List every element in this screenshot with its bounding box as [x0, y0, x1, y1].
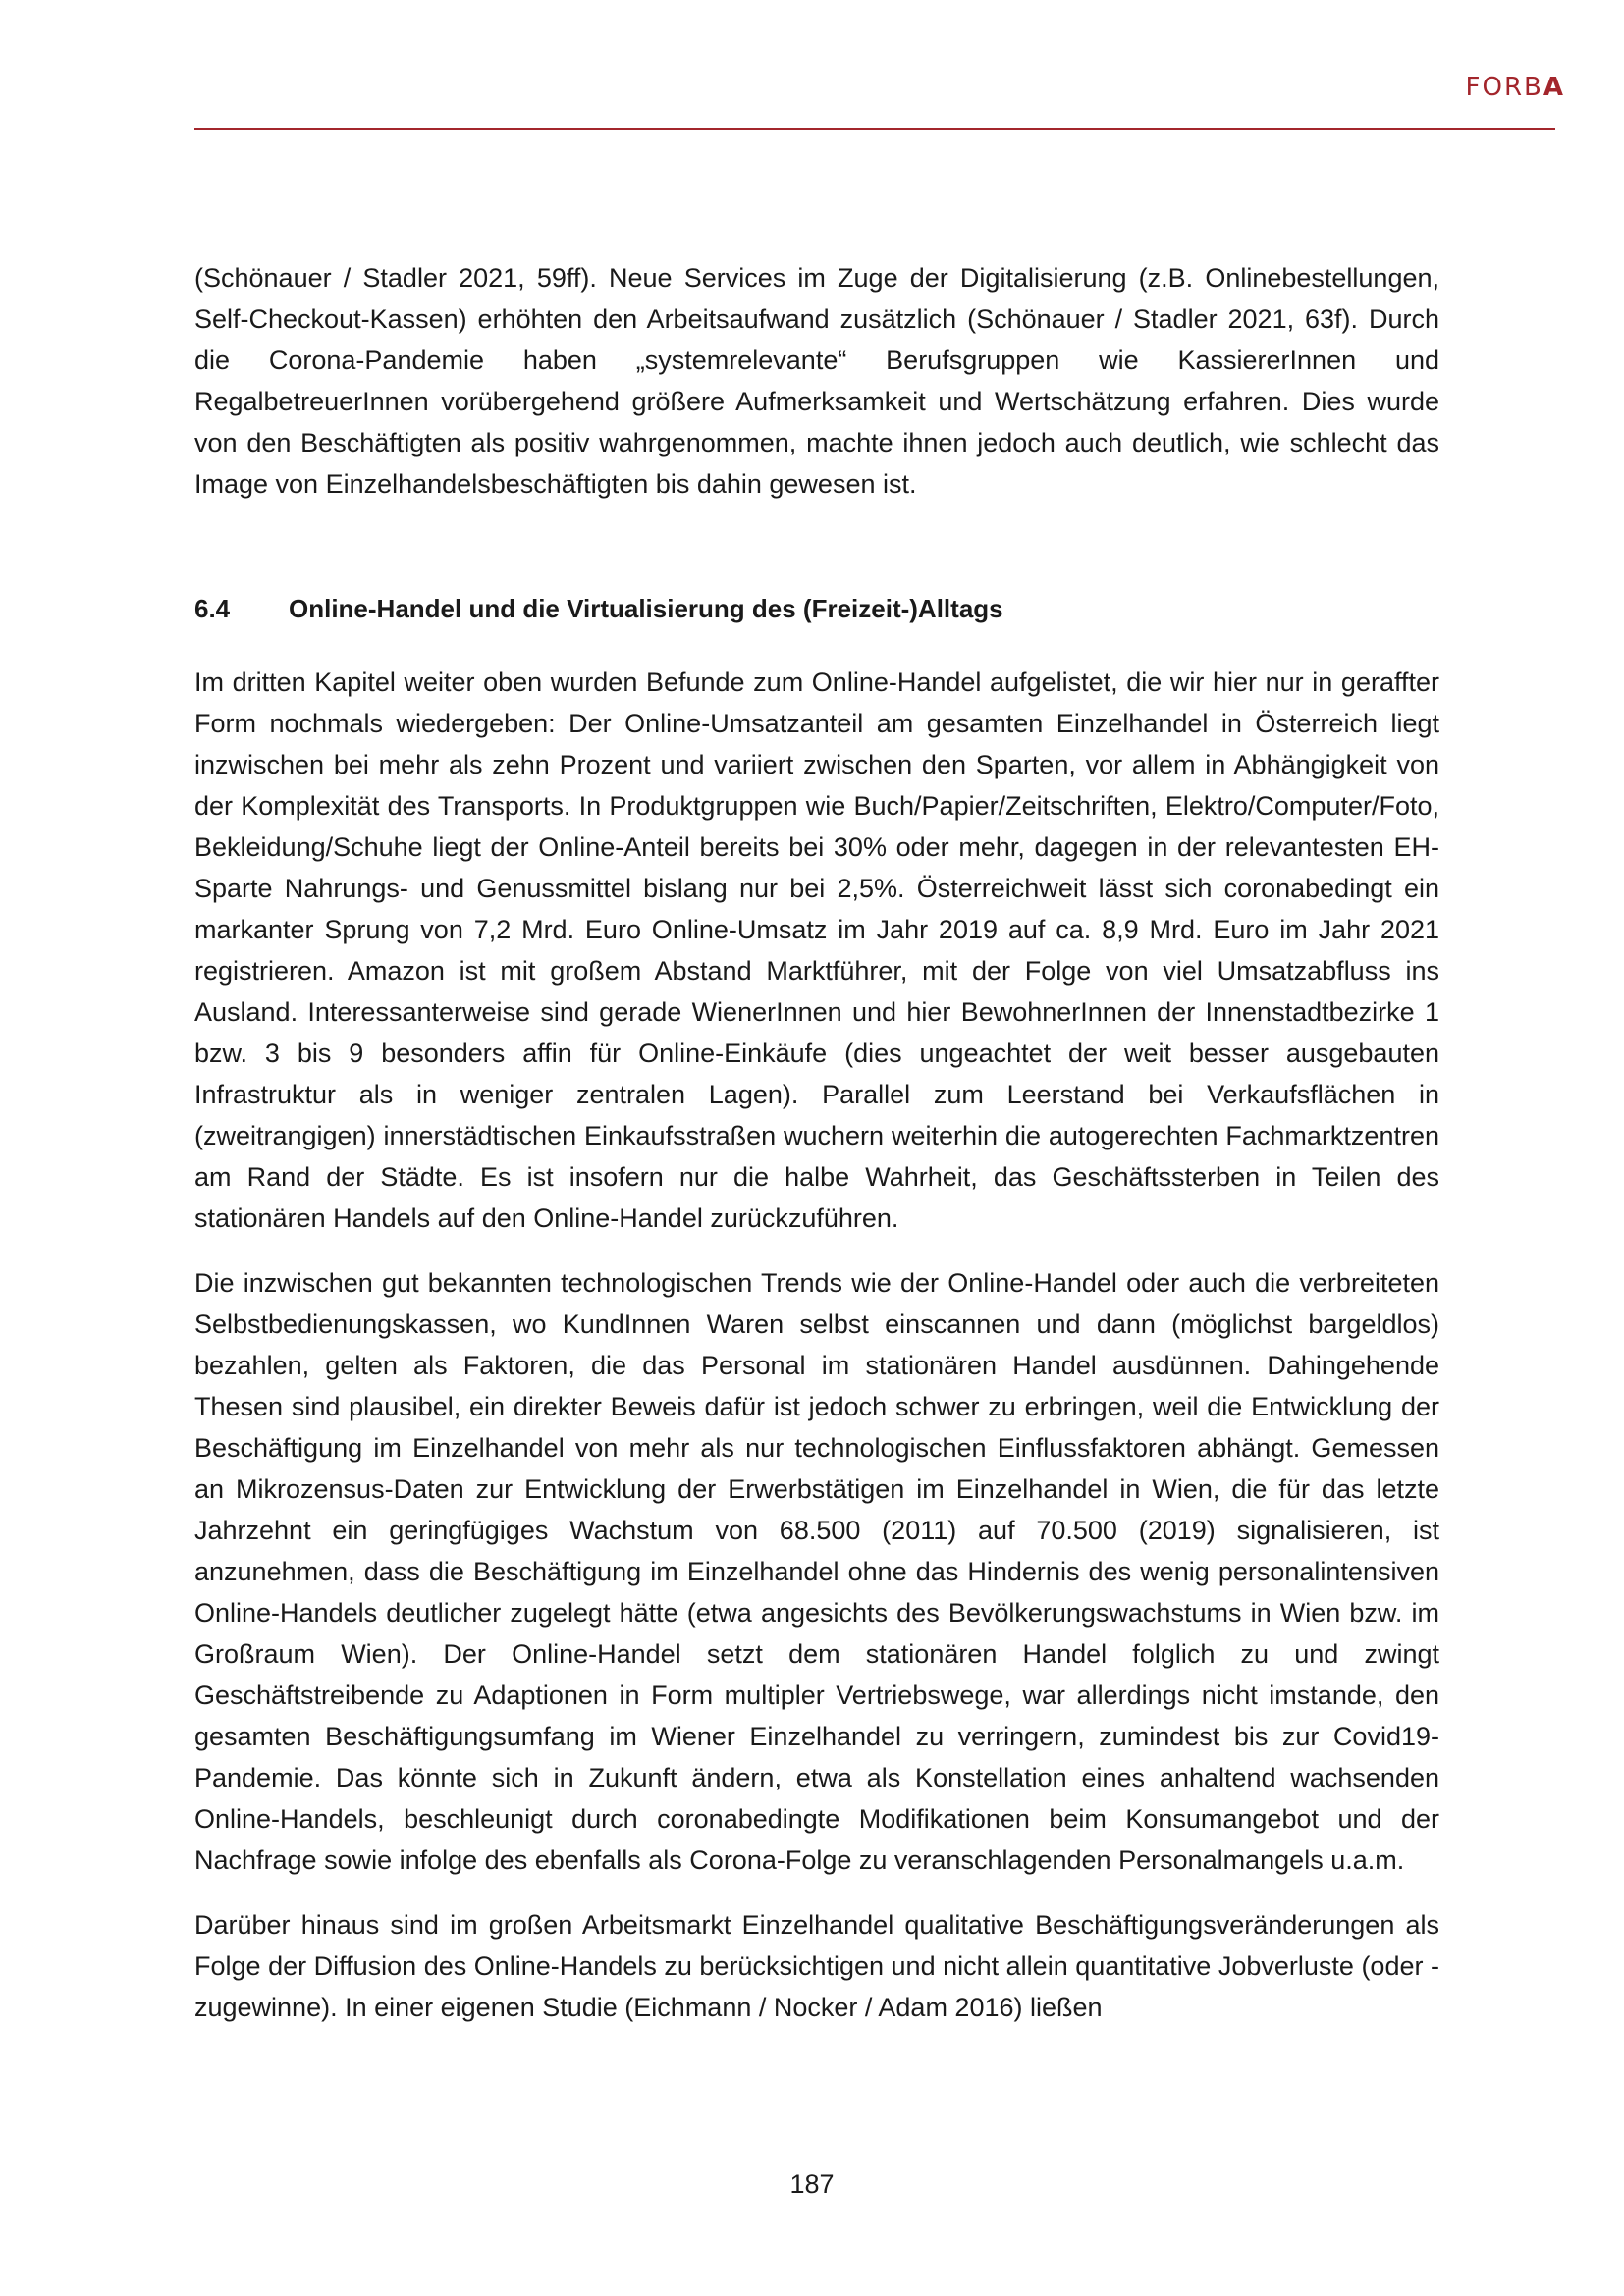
- brand-logo-suffix: A: [1543, 73, 1565, 102]
- paragraph-online-trade-findings: Im dritten Kapitel weiter oben wurden Befunde zum Online-Handel aufgelistet, die wir hier nur in geraffter Form nochmals wiedergeben: Der Online-Umsatzanteil am gesamten Einzelhandel in Österreich liegt inzwischen bei mehr als zehn Prozent und variiert zwischen den Sparten, vor allem in Abhängigkeit von der Komplexität des Transports. In Produktgruppen wie Buch/Papier/Zeitschriften, Elektro/Computer/Foto, Bekleidung/Schuhe liegt der Online-Anteil bereits bei 30% oder mehr, dagegen in der relevantesten EH-Sparte Nahrungs- und Genussmittel bislang nur bei 2,5%. Österreichweit lässt sich coronabedingt ein markanter Sprung von 7,2 Mrd. Euro Online-Umsatz im Jahr 2019 auf ca. 8,9 Mrd. Euro im Jahr 2021 registrieren. Amazon ist mit großem Abstand Marktführer, mit der Folge von viel Umsatzabfluss ins Ausland. Interessanterweise sind gerade WienerInnen und hier BewohnerInnen der Innenstadtbezirke 1 bzw. 3 bis 9 besonders affin für Online-Einkäufe (dies ungeachtet der weit besser ausgebauten Infrastruktur als in weniger zentralen Lagen). Parallel zum Leerstand bei Verkaufsflächen in (zweitrangigen) innerstädtischen Einkaufsstraßen wuchern weiterhin die autogerechten Fachmarktzentren am Rand der Städte. Es ist insofern nur die halbe Wahrheit, das Geschäftssterben in Teilen des stationären Handels auf den Online-Handel zurückzuführen.: [194, 667, 1439, 1233]
- section-title: Online-Handel und die Virtualisierung des (Freizeit-)Alltags: [289, 594, 1003, 623]
- brand-logo-prefix: FORB: [1465, 73, 1543, 102]
- page-body: [194, 257, 1439, 2052]
- page-number: 187: [789, 2169, 835, 2199]
- header-divider: [194, 128, 1555, 130]
- section-number: 6.4: [194, 594, 231, 623]
- section-heading: [194, 589, 1439, 628]
- brand-logo: [1466, 73, 1565, 102]
- paragraph-technology-trends: Die inzwischen gut bekannten technologischen Trends wie der Online-Handel oder auch die verbreiteten Selbstbedienungskassen, wo KundInnen Waren selbst einscannen und dann (möglichst bargeldlos) bezahlen, gelten als Faktoren, die das Personal im stationären Handel ausdünnen. Dahingehende Thesen sind plausibel, ein direkter Beweis dafür ist jedoch schwer zu erbringen, weil die Entwicklung der Beschäftigung im Einzelhandel von mehr als nur technologischen Einflussfaktoren abhängt. Gemessen an Mikrozensus-Daten zur Entwicklung der Erwerbstätigen im Einzelhandel in Wien, die für das letzte Jahrzehnt ein geringfügiges Wachstum von 68.500 (2011) auf 70.500 (2019) signalisieren, ist anzunehmen, dass die Beschäftigung im Einzelhandel ohne das Hindernis des wenig personalintensiven Online-Handels deutlicher zugelegt hätte (etwa angesichts des Bevölkerungswachstums in Wien bzw. im Großraum Wien). Der Online-Handel setzt dem stationären Handel folglich zu und zwingt Geschäftstreibende zu Adaptionen in Form multipler Vertriebswege, war allerdings nicht imstande, den gesamten Beschäftigungsumfang im Wiener Einzelhandel zu verringern, zumindest bis zur Covid19-Pandemie. Das könnte sich in Zukunft ändern, etwa als Konstellation eines anhaltend wachsenden Online-Handels, beschleunigt durch coronabedingte Modifikationen beim Konsumangebot und der Nachfrage sowie infolge des ebenfalls als Corona-Folge zu veranschlagenden Personalmangels u.a.m.: [194, 1268, 1439, 1875]
- paragraph-qualitative-changes: Darüber hinaus sind im großen Arbeitsmarkt Einzelhandel qualitative Beschäftigungsveränderungen als Folge der Diffusion des Online-Handels zu berücksichtigen und nicht allein quantitative Jobverluste (oder -zugewinne). In einer eigenen Studie (Eichmann / Nocker / Adam 2016) ließen: [194, 1910, 1439, 2022]
- paragraph-continuation: (Schönauer / Stadler 2021, 59ff). Neue Services im Zuge der Digitalisierung (z.B. Onlinebestellungen, Self-Checkout-Kassen) erhöhten den Arbeitsaufwand zusätzlich (Schönauer / Stadler 2021, 63f). Durch die Corona-Pandemie haben „systemrelevante“ Berufsgruppen wie KassiererInnen und RegalbetreuerInnen vorübergehend größere Aufmerksamkeit und Wertschätzung erfahren. Dies wurde von den Beschäftigten als positiv wahrgenommen, machte ihnen jedoch auch deutlich, wie schlecht das Image von Einzelhandelsbeschäftigten bis dahin gewesen ist.: [194, 263, 1439, 499]
